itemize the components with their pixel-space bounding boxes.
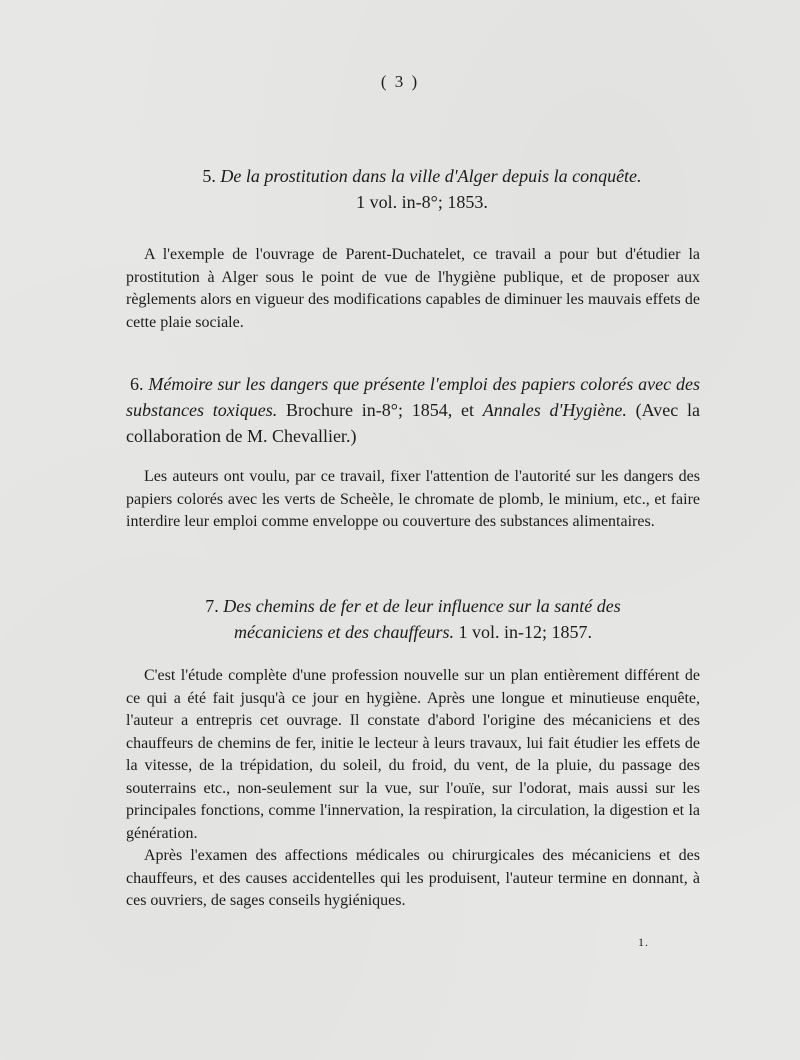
section-meta: Brochure in-8°; 1854, et	[286, 400, 474, 420]
paragraph: C'est l'étude complète d'une profession nouvelle sur un plan entièrement différent de ce qui a été fait jusqu'à ce jour en hygiène. Après une longue et minutieuse enquête, l'auteur a entrepris cet ouvrage. Il constate d'abord l'origine des mécaniciens et des chauffeurs de chemins de fer, initie le lecteur à leurs travaux, lui fait étudier les effets de la vitesse, de la trépidation, du soleil, du froid, du vent, de la pluie, du passage des souterrains etc., non-seulement sur la vue, sur l'ouïe, sur l'odorat, mais aussi sur les principales fonctions, comme l'innervation, la respiration, la circulation, la digestion et la génération.	[126, 667, 700, 842]
section-number: 5.	[202, 166, 216, 186]
section-title: De la prostitution dans la ville d'Alger depuis la conquête.	[220, 166, 642, 186]
section-7-body	[126, 665, 700, 913]
section-title-cont: mécaniciens et des chauffeurs.	[234, 622, 454, 642]
signature-mark: 1.	[638, 935, 649, 949]
section-number: 7.	[205, 596, 219, 616]
section-title: Mémoire sur les dangers que présente l'emploi des papiers colorés avec des substances toxiques.	[126, 374, 700, 420]
section-title: Des chemins de fer et de leur influence sur la santé des	[223, 596, 621, 616]
section-5-body	[126, 244, 700, 334]
section-number: 6.	[130, 374, 144, 394]
section-meta: 1 vol. in-8°; 1853.	[356, 192, 488, 212]
collaboration-note: (Avec la collaboration de M. Chevallier.)	[126, 400, 700, 446]
section-7-heading	[126, 593, 700, 645]
section-meta: 1 vol. in-12; 1857.	[458, 622, 592, 642]
section-6-body	[126, 466, 700, 534]
paragraph: A l'exemple de l'ouvrage de Parent-Duchatelet, ce travail a pour but d'étudier la prostitution à Alger sous le point de vue de l'hygiène publique, et de proposer aux règlements alors en vigueur des modifications capables de diminuer les mauvais effets de cette plaie sociale.	[126, 246, 700, 331]
section-5-heading	[124, 163, 720, 215]
journal-name: Annales d'Hygiène.	[482, 400, 627, 420]
paragraph: Les auteurs ont voulu, par ce travail, fixer l'attention de l'autorité sur les dangers des papiers colorés avec les verts de Scheèle, le chromate de plomb, le minium, etc., et faire interdire leur emploi comme enveloppe ou couverture des substances alimentaires.	[126, 468, 700, 530]
section-6-heading	[126, 371, 700, 449]
paragraph: Après l'examen des affections médicales ou chirurgicales des mécaniciens et des chauffeurs, et des causes accidentelles qui les produisent, l'auteur termine en donnant, à ces ouvriers, de sages conseils hygiéniques.	[126, 847, 700, 909]
page-number: ( 3 )	[380, 72, 420, 91]
